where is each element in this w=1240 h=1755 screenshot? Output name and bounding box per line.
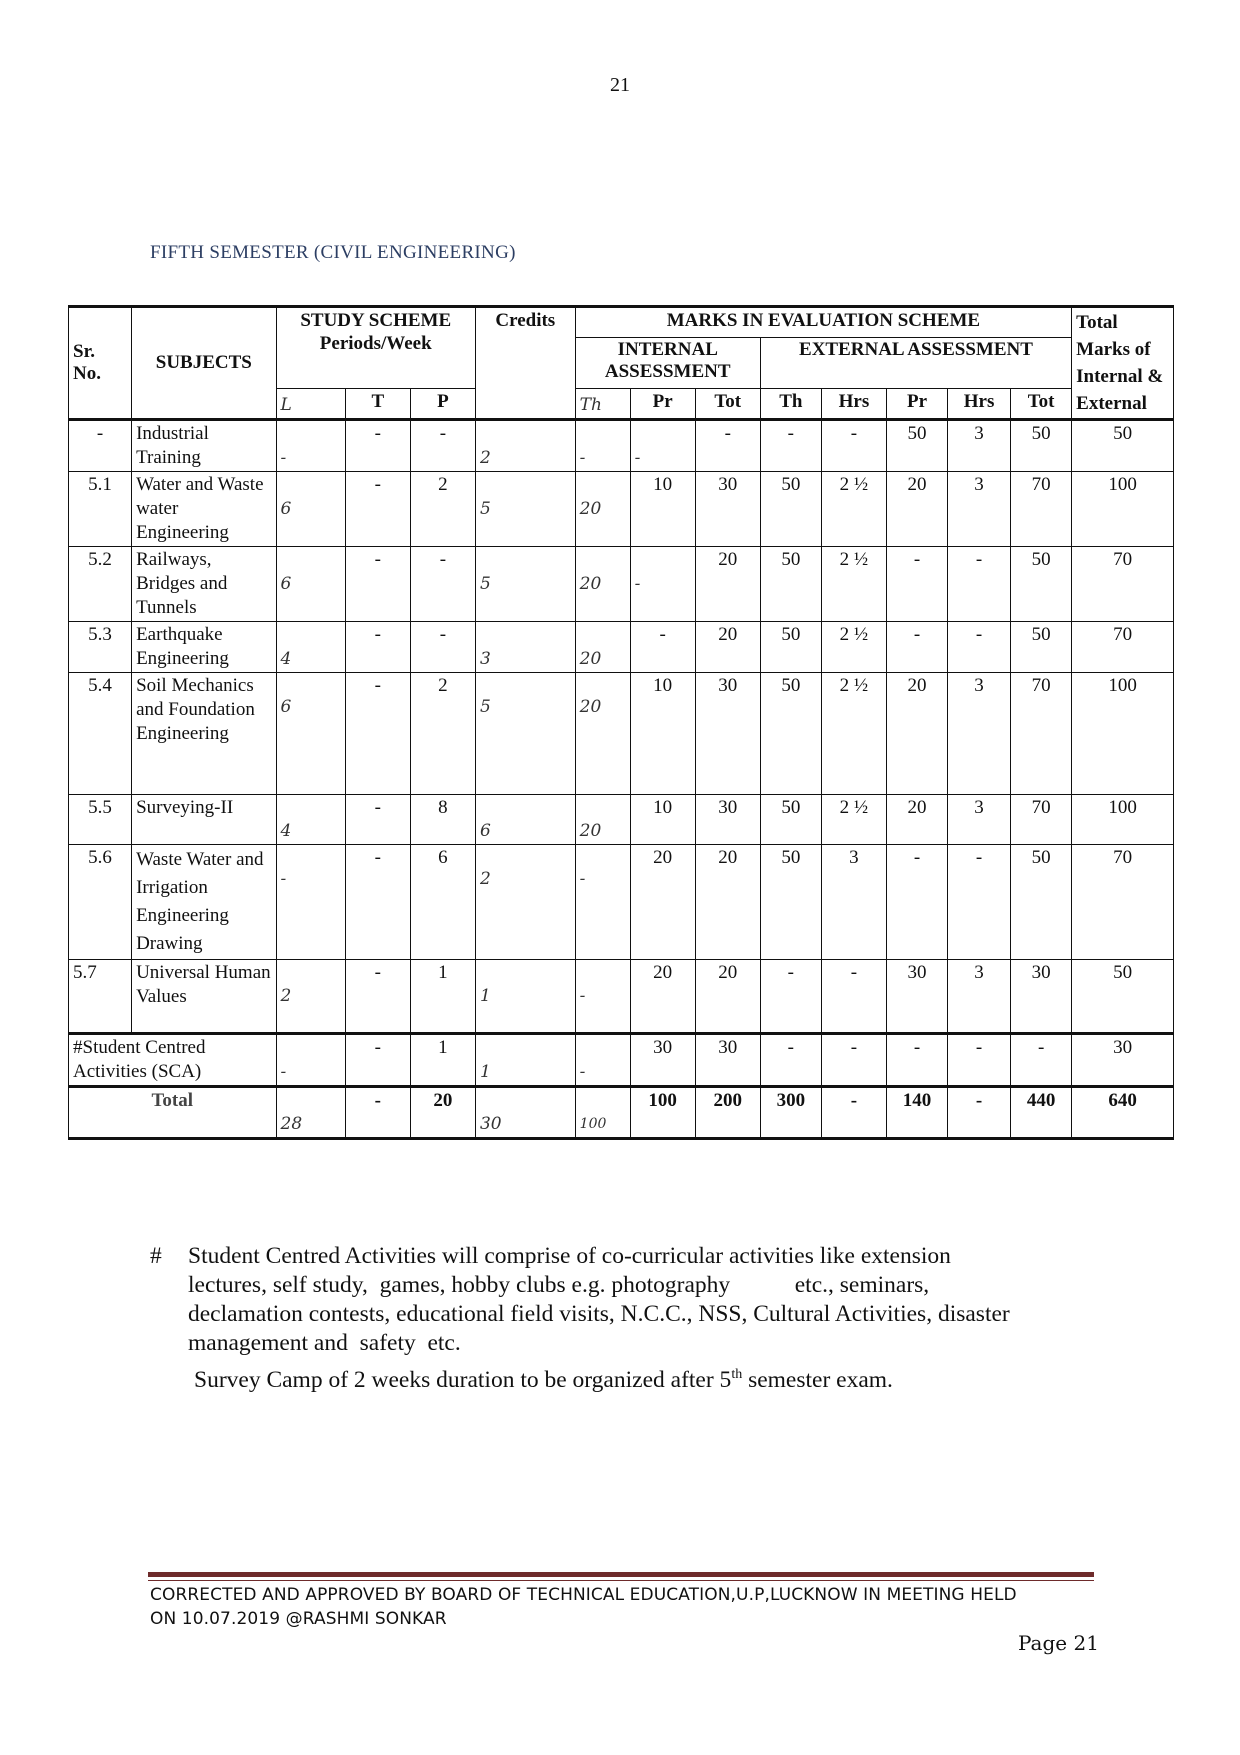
total-row [69,1087,1174,1139]
row-int-tot: 30 [695,795,760,845]
survey-camp-sup: th [731,1367,743,1382]
row-int-tot: 20 [695,622,760,673]
sca-ext-pr: - [886,1034,947,1087]
row-int-pr: 10 [630,673,695,795]
row-ext-tot: 70 [1011,673,1072,795]
row-t: - [345,420,410,472]
row-ext-hrs2: 3 [948,960,1011,1034]
sca-p: 1 [410,1034,475,1087]
table-row [69,472,1174,547]
row-ext-th: 50 [760,795,821,845]
total-ext-hrs: - [821,1087,886,1139]
total-ext-pr: 140 [886,1087,947,1139]
table-row [69,547,1174,622]
survey-camp-text-end: semester exam. [742,1366,893,1393]
row-int-th: 20 [575,622,630,673]
row-sr: 5.6 [69,845,132,960]
row-total: 70 [1072,622,1174,673]
row-ext-hrs: 2 ½ [821,795,886,845]
row-l: 4 [276,622,345,673]
row-p: 2 [410,472,475,547]
row-int-tot: 30 [695,472,760,547]
footer-rule [148,1572,1094,1577]
row-total: 50 [1072,420,1174,472]
row-subject: Water and Waste water Engineering [132,472,276,547]
row-l: 6 [276,547,345,622]
row-t: - [345,472,410,547]
survey-camp-text: Survey Camp of 2 weeks duration to be organized after 5 [194,1366,732,1393]
row-subject: Soil Mechanics and Foundation Engineering [132,673,276,795]
header-sr-no: Sr. No. [69,307,132,420]
footer-approval-line: ON 10.07.2019 @RASHMI SONKAR [150,1609,447,1629]
row-int-pr: - [630,420,695,472]
row-l: 4 [276,795,345,845]
row-int-th: 20 [575,795,630,845]
row-ext-th: 50 [760,472,821,547]
row-ext-hrs: 2 ½ [821,622,886,673]
row-subject: Surveying-II [132,795,276,845]
sca-ext-hrs: - [821,1034,886,1087]
row-ext-pr: 20 [886,795,947,845]
header-l: L [276,389,345,420]
footnote-line: lectures, self study, games, hobby clubs e.g. photography etc., seminars, [188,1272,930,1298]
row-ext-hrs2: 3 [948,795,1011,845]
footer-page-number: Page 21 [1018,1631,1099,1655]
row-credits: 3 [475,622,575,673]
row-ext-hrs2: - [948,845,1011,960]
total-int-pr: 100 [630,1087,695,1139]
footnote-marker: # [150,1243,162,1269]
row-ext-tot: 50 [1011,547,1072,622]
row-sr: 5.3 [69,622,132,673]
row-ext-hrs2: - [948,622,1011,673]
sca-t: - [345,1034,410,1087]
row-subject: Waste Water and Irrigation Engineering Drawing [132,845,276,960]
row-int-tot: - [695,420,760,472]
header-subjects: SUBJECTS [132,307,276,420]
total-ext-hrs2: - [948,1087,1011,1139]
row-t: - [345,795,410,845]
header-external-pr: Pr [886,389,947,420]
sca-l: - [276,1034,345,1087]
row-int-pr: 10 [630,795,695,845]
row-credits: 2 [475,845,575,960]
row-total: 100 [1072,673,1174,795]
row-ext-hrs: - [821,420,886,472]
sca-credits: 1 [475,1034,575,1087]
header-external-assessment: EXTERNAL ASSESSMENT [760,337,1071,389]
table-row [69,420,1174,472]
row-p: 8 [410,795,475,845]
header-total-marks: Total Marks of Internal & External [1072,307,1174,420]
total-l: 28 [276,1087,345,1139]
footnote-line: Student Centred Activities will comprise of co-curricular activities like extension [188,1243,951,1269]
row-sr: 5.5 [69,795,132,845]
row-ext-th: 50 [760,673,821,795]
row-ext-hrs: 2 ½ [821,673,886,795]
row-int-tot: 20 [695,547,760,622]
row-l: - [276,420,345,472]
row-credits: 2 [475,420,575,472]
row-t: - [345,622,410,673]
row-int-th: 20 [575,673,630,795]
row-ext-th: - [760,420,821,472]
row-ext-tot: 50 [1011,622,1072,673]
row-sr: 5.4 [69,673,132,795]
row-int-pr: - [630,547,695,622]
row-total: 70 [1072,547,1174,622]
table-row [69,845,1174,960]
row-credits: 5 [475,472,575,547]
table-row [69,960,1174,1034]
footnote-line: declamation contests, educational field visits, N.C.C., NSS, Cultural Activities, disaster [188,1301,1010,1327]
row-ext-pr: 20 [886,673,947,795]
row-ext-hrs: 3 [821,845,886,960]
sca-int-th: - [575,1034,630,1087]
row-ext-tot: 50 [1011,845,1072,960]
sca-label: #Student Centred Activities (SCA) [69,1034,277,1087]
row-ext-pr: - [886,547,947,622]
row-total: 50 [1072,960,1174,1034]
row-int-th: 20 [575,547,630,622]
row-ext-hrs2: 3 [948,673,1011,795]
row-l: 6 [276,472,345,547]
sca-total: 30 [1072,1034,1174,1087]
row-sr: 5.1 [69,472,132,547]
row-ext-pr: - [886,622,947,673]
total-int-th: 100 [575,1087,630,1139]
row-ext-pr: 30 [886,960,947,1034]
row-l: 6 [276,673,345,795]
header-external-hrs2: Hrs [948,389,1011,420]
row-ext-th: 50 [760,547,821,622]
row-p: - [410,622,475,673]
row-ext-pr: 20 [886,472,947,547]
row-int-th: 20 [575,472,630,547]
row-p: 1 [410,960,475,1034]
table-row [69,673,1174,795]
row-t: - [345,960,410,1034]
row-credits: 5 [475,673,575,795]
total-p: 20 [410,1087,475,1139]
total-ext-tot: 440 [1011,1087,1072,1139]
header-internal-pr: Pr [630,389,695,420]
header-external-th: Th [760,389,821,420]
row-t: - [345,845,410,960]
row-int-tot: 30 [695,673,760,795]
footer-rule-thin [148,1580,1094,1581]
row-credits: 6 [475,795,575,845]
row-ext-tot: 30 [1011,960,1072,1034]
row-ext-th: 50 [760,845,821,960]
row-ext-tot: 70 [1011,795,1072,845]
total-int-tot: 200 [695,1087,760,1139]
sca-int-tot: 30 [695,1034,760,1087]
semester-title: FIFTH SEMESTER (CIVIL ENGINEERING) [150,242,516,263]
total-t: - [345,1087,410,1139]
header-internal-assessment: INTERNAL ASSESSMENT [575,337,760,389]
header-internal-tot: Tot [695,389,760,420]
sca-ext-th: - [760,1034,821,1087]
row-int-pr: 20 [630,845,695,960]
row-total: 100 [1072,472,1174,547]
row-sr: 5.2 [69,547,132,622]
row-p: - [410,547,475,622]
row-ext-hrs2: 3 [948,472,1011,547]
row-credits: 1 [475,960,575,1034]
row-t: - [345,547,410,622]
row-int-pr: 10 [630,472,695,547]
total-label: Total [69,1087,277,1139]
row-ext-tot: 50 [1011,420,1072,472]
row-t: - [345,673,410,795]
header-study-scheme: STUDY SCHEME Periods/Week [276,307,475,389]
row-p: 6 [410,845,475,960]
header-t: T [345,389,410,420]
row-ext-th: - [760,960,821,1034]
row-subject: Universal Human Values [132,960,276,1034]
row-int-pr: - [630,622,695,673]
row-ext-hrs: 2 ½ [821,547,886,622]
total-credits: 30 [475,1087,575,1139]
row-total: 70 [1072,845,1174,960]
row-ext-hrs: 2 ½ [821,472,886,547]
row-int-th: - [575,420,630,472]
row-subject: Railways, Bridges and Tunnels [132,547,276,622]
sca-int-pr: 30 [630,1034,695,1087]
row-ext-hrs: - [821,960,886,1034]
sca-row [69,1034,1174,1087]
footer [150,1583,1100,1631]
subject-rows [69,420,1174,1139]
header-marks-scheme: MARKS IN EVALUATION SCHEME [575,307,1071,338]
row-int-pr: 20 [630,960,695,1034]
row-ext-hrs2: - [948,547,1011,622]
row-ext-tot: 70 [1011,472,1072,547]
evaluation-scheme-table [68,305,1174,1140]
row-l: - [276,845,345,960]
sca-ext-hrs2: - [948,1034,1011,1087]
total-ext-th: 300 [760,1087,821,1139]
row-p: - [410,420,475,472]
header-internal-th: Th [575,389,630,420]
header-p: P [410,389,475,420]
footnote [150,1242,1100,1395]
row-ext-pr: 50 [886,420,947,472]
header-external-tot: Tot [1011,389,1072,420]
row-int-th: - [575,845,630,960]
row-ext-pr: - [886,845,947,960]
row-sr: - [69,420,132,472]
total-grand: 640 [1072,1087,1174,1139]
sca-ext-tot: - [1011,1034,1072,1087]
table-row [69,622,1174,673]
table-row [69,795,1174,845]
row-subject: Earthquake Engineering [132,622,276,673]
survey-camp-note [194,1360,1100,1395]
row-total: 100 [1072,795,1174,845]
row-credits: 5 [475,547,575,622]
footnote-line: management and safety etc. [188,1330,461,1356]
page-number: 21 [610,74,630,96]
row-p: 2 [410,673,475,795]
header-credits: Credits [475,307,575,420]
row-int-tot: 20 [695,960,760,1034]
row-int-th: - [575,960,630,1034]
row-sr: 5.7 [69,960,132,1034]
row-ext-th: 50 [760,622,821,673]
footer-approval-line: CORRECTED AND APPROVED BY BOARD OF TECHNICAL EDUCATION,U.P,LUCKNOW IN MEETING HELD [150,1585,1017,1605]
row-subject: Industrial Training [132,420,276,472]
header-external-hrs: Hrs [821,389,886,420]
row-l: 2 [276,960,345,1034]
row-int-tot: 20 [695,845,760,960]
row-ext-hrs2: 3 [948,420,1011,472]
